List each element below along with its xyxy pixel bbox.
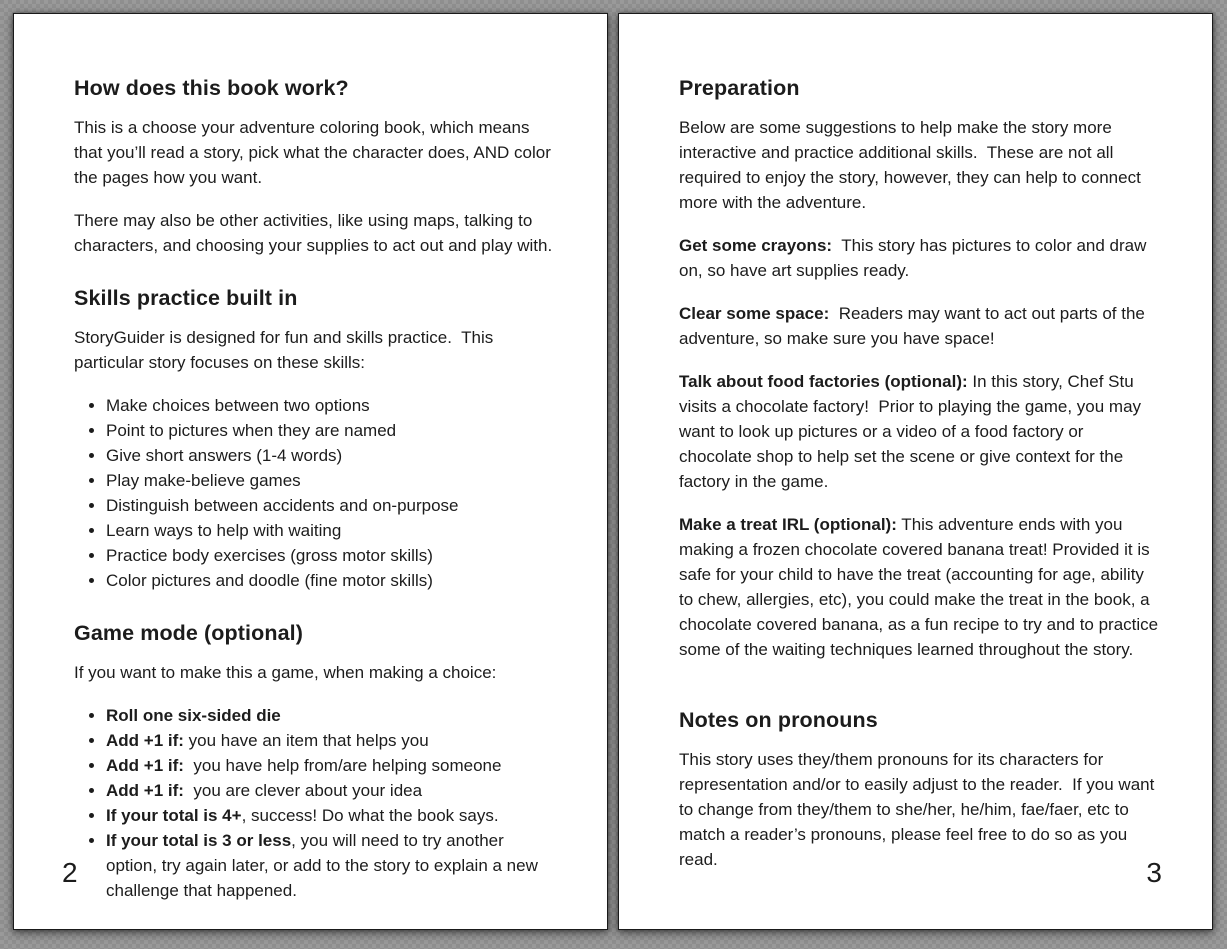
section-heading-game-mode: Game mode (optional) — [74, 621, 303, 645]
rule-lead: Add +1 if: — [106, 756, 184, 775]
list-item: • Distinguish between accidents and on-purpose — [106, 493, 554, 518]
tip-lead: Make a treat IRL (optional): — [679, 515, 897, 534]
paragraph-book-intro: This is a choose your adventure coloring book, which means that you’ll read a story, pick what the character does, AND color the pages how you want. — [74, 118, 556, 187]
tip-text: This adventure ends with you making a frozen chocolate covered banana treat! Provided it is safe for your child to have the treat (accounting for age, ability to chew, allergies, etc), you could make the treat in the book, a chocolate covered banana, as a fun recipe to try and to practice some of the waiting techniques learned throughout the story. — [679, 515, 1163, 659]
section-heading-skills-practice: Skills practice built in — [74, 286, 298, 310]
paragraph-tip-factories — [679, 369, 1159, 494]
list-item: • Give short answers (1-4 words) — [106, 443, 554, 468]
rule-lead: Add +1 if: — [106, 781, 184, 800]
tip-text: This story has pictures to color and draw on, so have art supplies ready. — [679, 236, 1152, 280]
list-item — [106, 703, 554, 728]
tip-lead: Get some crayons: — [679, 236, 833, 255]
list-item — [106, 778, 554, 803]
paragraph-other-activities: There may also be other activities, like using maps, talking to characters, and choosing your supplies to act out and play with. — [74, 211, 553, 255]
section-heading-how-book-works: How does this book work? — [74, 76, 349, 100]
paragraph-tip-space — [679, 301, 1159, 351]
list-item: • Color pictures and doodle (fine motor skills) — [106, 568, 554, 593]
tip-lead: Talk about food factories (optional): — [679, 372, 968, 391]
list-item: • Learn ways to help with waiting — [106, 518, 554, 543]
paragraph-preparation-intro: Below are some suggestions to help make the story more interactive and practice additional skills. These are not all required to enjoy the story, however, they can help to connect more with the adventure. — [679, 118, 1146, 212]
list-item: • Make choices between two options — [106, 393, 554, 418]
section-heading-preparation: Preparation — [679, 76, 800, 100]
rule-text: , success! Do what the book says. — [241, 806, 499, 825]
list-item — [106, 728, 554, 753]
section-heading-pronouns: Notes on pronouns — [679, 708, 878, 732]
book-page-right — [618, 13, 1213, 930]
tip-text: In this story, Chef Stu visits a chocolate factory! Prior to playing the game, you may want to look up pictures or a video of a food factory or chocolate shop to help set the scene or give context for the factory in the game. — [679, 372, 1146, 491]
list-item — [106, 753, 554, 778]
rule-lead: If your total is 4+ — [106, 806, 242, 825]
rule-text: you have an item that helps you — [183, 731, 429, 750]
list-item — [106, 803, 554, 828]
book-page-left — [13, 13, 608, 930]
game-rules-list — [74, 703, 554, 903]
rule-lead: Roll one six-sided die — [106, 706, 281, 725]
list-item: • Point to pictures when they are named — [106, 418, 554, 443]
paragraph-tip-crayons — [679, 233, 1159, 283]
tip-lead: Clear some space: — [679, 304, 830, 323]
paragraph-skills-intro: StoryGuider is designed for fun and skills practice. This particular story focuses on these skills: — [74, 328, 498, 372]
tip-text: Readers may want to act out parts of the adventure, so make sure you have space! — [679, 304, 1150, 348]
paragraph-pronouns: This story uses they/them pronouns for its characters for representation and/or to easily adjust to the reader. If you want to change from they/them to she/her, he/him, fae/faer, etc to match a reader’s pronouns, please feel free to do so as you read. — [679, 750, 1160, 869]
paragraph-tip-treat — [679, 512, 1163, 662]
rule-lead: Add +1 if: — [106, 731, 184, 750]
paragraph-game-mode-intro: If you want to make this a game, when making a choice: — [74, 663, 497, 682]
rule-lead: If your total is 3 or less — [106, 831, 292, 850]
list-item: • Play make-believe games — [106, 468, 554, 493]
rule-text: , you will need to try another option, try again later, or add to the story to explain a new challenge that happened. — [106, 831, 543, 900]
page-number-2: 2 — [62, 857, 78, 888]
rule-text: you have help from/are helping someone — [183, 756, 502, 775]
list-item — [106, 828, 554, 903]
skills-list — [74, 393, 554, 593]
page-number-3: 3 — [1146, 857, 1162, 888]
list-item: • Practice body exercises (gross motor skills) — [106, 543, 554, 568]
rule-text: you are clever about your idea — [183, 781, 423, 800]
